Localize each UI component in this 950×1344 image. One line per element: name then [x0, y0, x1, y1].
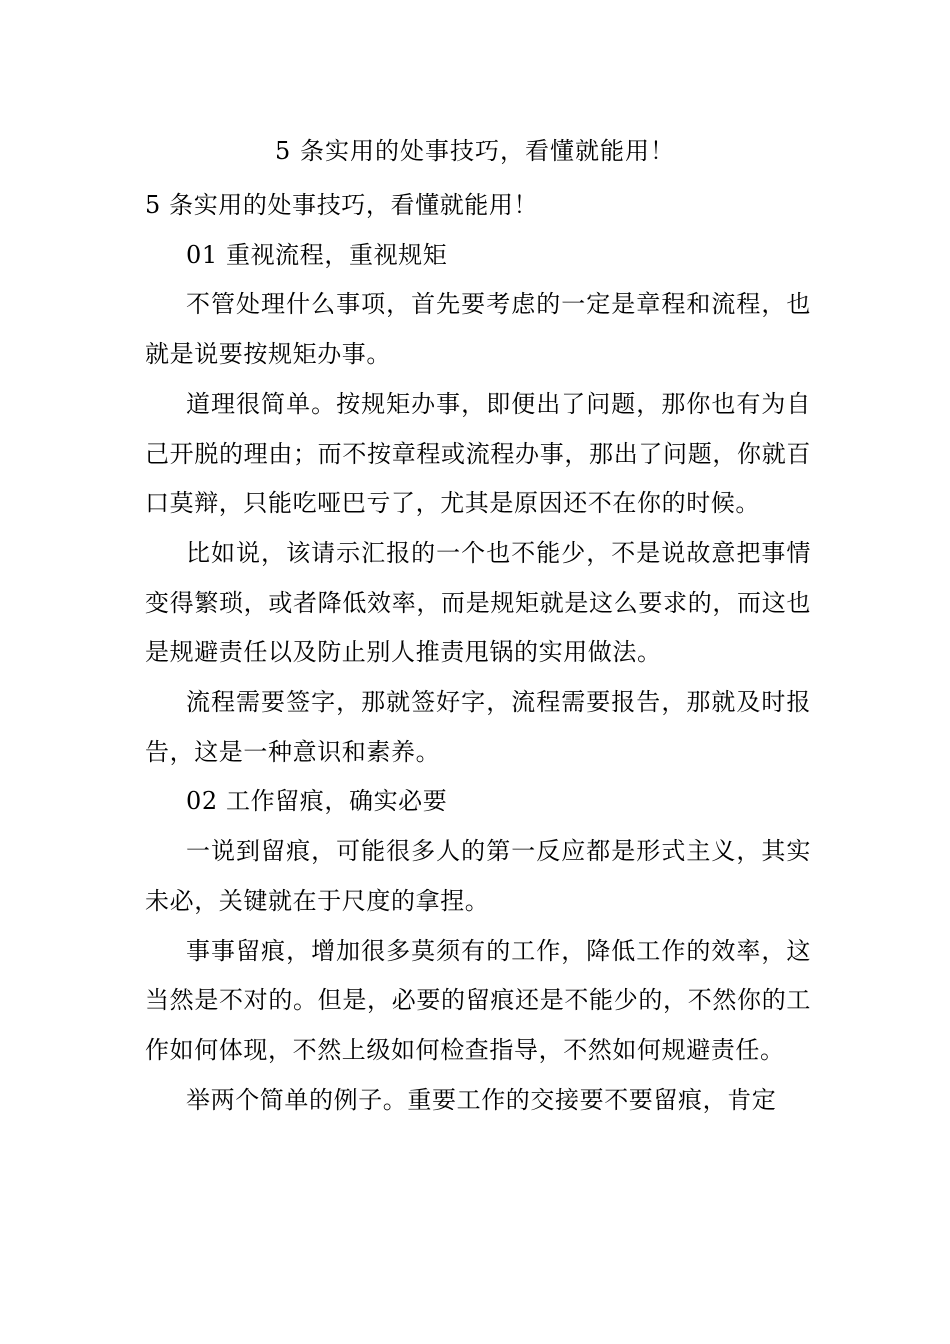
body-paragraph: 一说到留痕，可能很多人的第一反应都是形式主义，其实未必，关键就在于尺度的拿捏。: [145, 837, 811, 915]
body-paragraph: 道理很简单。按规矩办事，即便出了问题，那你也有为自己开脱的理由；而不按章程或流程办事，那出了问题，你就百口莫辩，只能吃哑巴亏了，尤其是原因还不在你的时候。: [145, 389, 811, 518]
body-paragraph: 比如说，该请示汇报的一个也不能少，不是说故意把事情变得繁琐，或者降低效率，而是规矩就是这么要求的，而这也是规避责任以及防止别人推责甩锅的实用做法。: [145, 538, 811, 667]
body-paragraph: 举两个简单的例子。重要工作的交接要不要留痕，肯定: [186, 1085, 777, 1114]
body-paragraph: 事事留痕，增加很多莫须有的工作，降低工作的效率，这当然是不对的。但是，必要的留痕还是不能少的，不然你的工作如何体现，不然上级如何检查指导，不然如何规避责任。: [145, 936, 811, 1064]
document-body: [145, 181, 811, 1125]
section-heading-01: 01 重视流程，重视规矩: [186, 240, 448, 269]
body-paragraph: 流程需要签字，那就签好字，流程需要报告，那就及时报告，这是一种意识和素养。: [145, 688, 811, 766]
section-heading-02: 02 工作留痕，确实必要: [186, 787, 448, 816]
body-paragraph: 不管处理什么事项，首先要考虑的一定是章程和流程，也就是说要按规矩办事。: [145, 290, 811, 369]
subtitle-paragraph: 5 条实用的处事技巧，看懂就能用！: [145, 191, 539, 219]
document-title: 5 条实用的处事技巧，看懂就能用！: [275, 137, 675, 165]
